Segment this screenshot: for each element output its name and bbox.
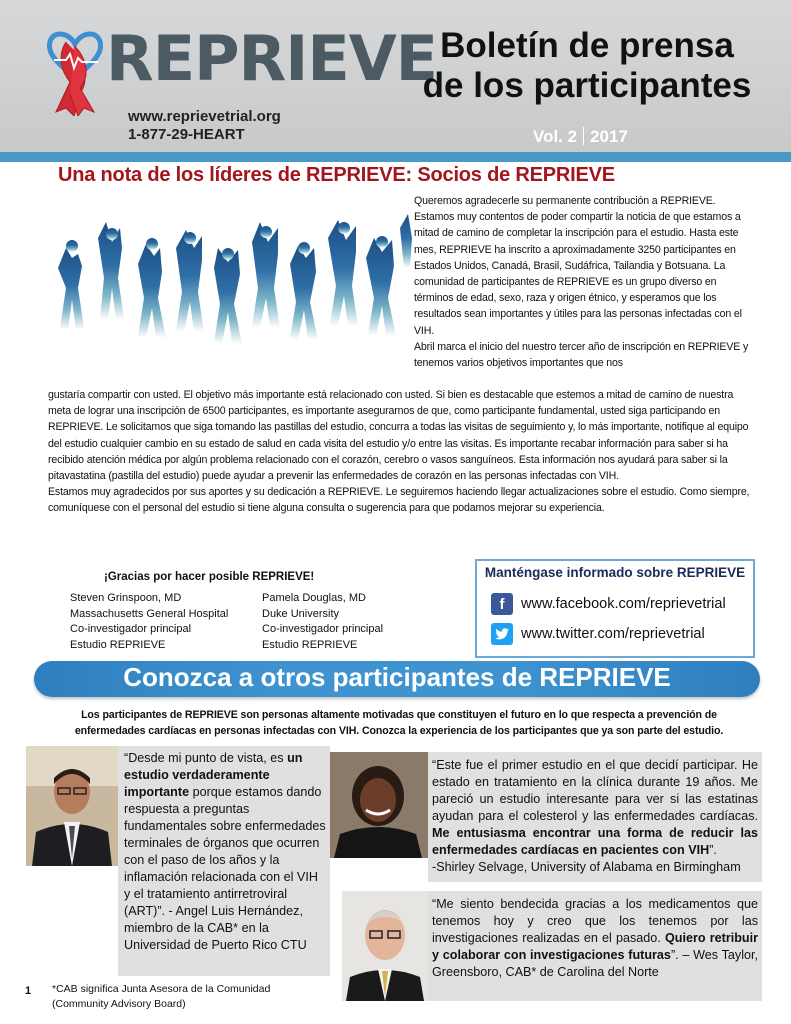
thanks-heading: ¡Gracias por hacer posible REPRIEVE! bbox=[104, 571, 315, 583]
website-link[interactable]: www.reprievetrial.org bbox=[128, 108, 281, 125]
twitter-link[interactable]: www.twitter.com/reprievetrial bbox=[491, 623, 705, 645]
contact-info bbox=[128, 108, 281, 144]
participant-photo-wes bbox=[342, 891, 428, 1001]
participants-intro: Los participantes de REPRIEVE son personas altamente motivadas que constituyen el futuro en lo que respecta a prevención de enfermedades cardíacas en personas infectadas con VIH. Conozca la experiencia de los participantes que ya son parte del estudio. bbox=[74, 709, 724, 737]
volume-label bbox=[533, 127, 628, 147]
facebook-link[interactable]: f www.facebook.com/reprievetrial bbox=[491, 593, 726, 615]
volume-divider bbox=[583, 127, 584, 145]
footnote: *CAB significa Junta Asesora de la Comunidad (Community Advisory Board) bbox=[52, 983, 271, 1010]
quote-angel: “Desde mi punto de vista, es un estudio verdaderamente importante porque estamos dando respuesta a preguntas fundamentales sobre enfermedades terminales de órganos que ocurren con el paso de los años y la inflamación relacionada con el VIH y el tratamiento antirretroviral (ART)”. - Angel Luis Hernández, miembro de la CAB* en la Universidad de Puerto Rico CTU bbox=[118, 746, 330, 976]
volume-number: Vol. 2 bbox=[533, 127, 578, 146]
jumping-people-illustration bbox=[48, 208, 414, 378]
article-paragraph-1: Queremos agradecerle su permanente contribución a REPRIEVE. Estamos muy contentos de poder compartir la noticia de que estamos a mitad de camino de completar la inscripción para el estudio. Hasta este mes, REPRIEVE ha inscrito a aproximadamente 3250 participantes en Estados Unidos, Canadá, Brasil, Sudáfrica, Tailandia y Botsuana. La comunidad de participantes de REPRIEVE es un grupo diverso en términos de edad, sexo, raza y origen étnico, y esperamos que los resultados sean importantes y útiles para las personas infectadas con el VIH. Abril marca el inicio del nuestro tercer año de inscripción en REPRIEVE y tenemos varios objetivos importantes que nos bbox=[414, 195, 749, 370]
participant-photo-shirley bbox=[328, 752, 428, 858]
participant-photo-angel bbox=[26, 746, 118, 866]
twitter-icon bbox=[491, 623, 513, 645]
quote-wes: “Me siento bendecida gracias a los medicamentos que tenemos hoy y creo que los tenemos por las investigaciones realizadas en el pasado. Quiero retribuir y colaborar con investigaciones futuras”. – Wes Taylor, Greensboro, CAB* de Carolina del Norte bbox=[428, 891, 762, 1001]
article-heading: Una nota de los líderes de REPRIEVE: Socios de REPRIEVE bbox=[58, 164, 615, 186]
newsletter-title: Boletín de prensa de los participantes bbox=[422, 26, 752, 105]
stay-informed-box bbox=[475, 559, 755, 658]
quote-shirley-attribution: -Shirley Selvage, University of Alabama en Birmingham bbox=[432, 860, 741, 874]
stay-informed-title: Manténgase informado sobre REPRIEVE bbox=[484, 565, 746, 580]
signature-grinspoon: Steven Grinspoon, MD Massachusetts General Hospital Co-investigador principal Estudio REPRIEVE bbox=[70, 592, 229, 651]
phone-number: 1-877-29-HEART bbox=[128, 126, 245, 143]
participants-banner bbox=[34, 661, 760, 697]
page-number: 1 bbox=[25, 985, 32, 997]
volume-year: 2017 bbox=[590, 127, 628, 146]
signature-douglas: Pamela Douglas, MD Duke University Co-investigador principal Estudio REPRIEVE bbox=[262, 592, 384, 651]
masthead-rule bbox=[0, 152, 791, 162]
ribbon-heart-logo-icon bbox=[44, 24, 106, 116]
article-paragraph-2: gustaría compartir con usted. El objetivo más importante está relacionado con usted. Si bien es destacable que estemos a mitad de camino de nuestra meta de lograr una inscripción de 6500 participantes, es importante asegurarnos de que, como participante fundamental, usted siga participando en REPRIEVE. Le solicitamos que siga tomando las pastillas del estudio, concurra a todas las visitas de seguimiento y, lo más importante, notifique al equipo del estudio cualquier cambio en su estado de salud en cada visita del estudio y/o entre las visitas. Es importante recabar información para saber si ha recibido atención médica por algún problema relacionado con el corazón, cerebro o vasos sanguíneos. Esta información nos ayudará para saber si la pitavastatina (pastilla del estudio) puede ayudar a prevenir las enfermedades de corazón en las personas infectadas con VIH. Estamos muy agradecidos por sus aportes y su dedicación a REPRIEVE. Le seguiremos haciendo llegar actualizaciones sobre el estudio. Como siempre, comuníquese con el personal del estudio si tiene alguna consulta o sugerencia para que podamos mejorar su experiencia. bbox=[48, 389, 750, 515]
logo-wordmark: REPRIEVE bbox=[106, 22, 438, 95]
participants-banner-title: Conozca a otros participantes de REPRIEVE bbox=[123, 662, 671, 692]
facebook-icon: f bbox=[491, 593, 513, 615]
quote-shirley: “Este fue el primer estudio en el que decidí participar. He estado en tratamiento en la clínica durante 19 años. Me pareció un estudio interesante para ver si las estatinas ayudan para el colesterol y las enfermedades cardíacas. Me entusiasma encontrar una forma de reducir las enfermedades cardíacas en pacientes con VIH”. -Shirley Selvage, University of Alabama en Birmingham bbox=[428, 752, 762, 882]
